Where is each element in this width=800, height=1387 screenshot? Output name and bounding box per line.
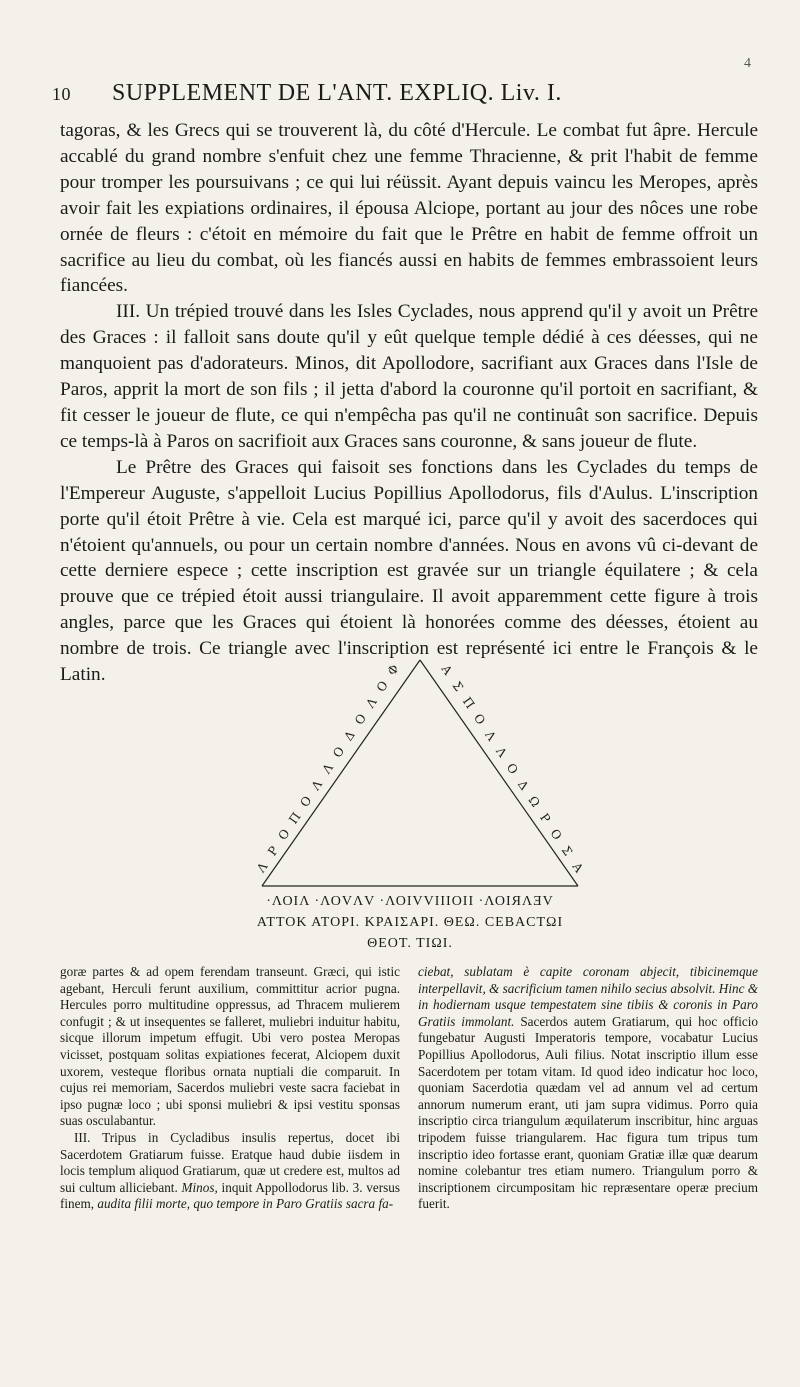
edge-glyph: Λ	[308, 777, 326, 793]
edge-glyph: Ο	[297, 793, 315, 810]
edge-glyph: Π	[286, 809, 304, 827]
edge-glyph: Α	[438, 662, 455, 678]
edge-glyph: Λ	[482, 728, 499, 744]
edge-glyph: Π	[459, 694, 478, 712]
french-paragraph-1: tagoras, & les Grecs qui se trouverent là, du côté d'Hercule. Le combat fut âpre. Hercule accablé du grand nombre s'enfuit chez une femme Thracienne, & prit l'habit de femme pour tromper les poursuivans ; ce qui lui réüssit. Ayant depuis vaincu les Meropes, après avoir fait les expiations ordinaires, il épousa Alciope, portant au jour des nôces une robe ornée de fleurs : c'étoit en mémoire du fait que le Prêtre en habit de femme offroit un sacrifice au lieu du combat, où les fiancés aussi en habits de femmes embrassoient leurs fiancées.	[60, 120, 758, 297]
page-number: 10	[52, 84, 71, 104]
latin-text: inquit Appollodorus lib. 3. versus finem,	[60, 1179, 400, 1212]
edge-glyph: Δ	[341, 728, 358, 744]
edge-glyph: Ρ	[265, 843, 282, 859]
edge-glyph: Λ	[254, 859, 271, 876]
left-edge-glyphs	[253, 662, 401, 876]
latin-right-paragraph	[418, 964, 758, 1213]
edge-glyph: Σ	[558, 843, 576, 859]
latin-italic: Minos,	[181, 1179, 218, 1195]
latin-text: III. Tripus in Cycladibus insulis repertus, docet ibi Sacerdotem Gratiarum fuisse. Eratque haud dubie iisdem in locis templum aliquod Gratiarum, quæ ut credere est, multos ad sui cultum alliciebant.	[60, 1129, 400, 1195]
french-paragraph-2: III. Un trépied trouvé dans les Isles Cyclades, nous apprend qu'il y avoit un Prêtre des Graces : il falloit sans doute qu'il y eût quelque temple dédié à ces déesses, qui ne manquoient pas d'adorateurs. Minos, dit Apollodore, sacrifiant aux Graces dans l'Isle de Paros, apprit la mort de son fils ; il jetta d'abord la couronne qu'il portoit en sacrifiant, & fit cesser le joueur de flute, ce qui n'empêcha pas qu'il ne continuât son sacrifice. Depuis ce temps-là à Paros on sacrifioit aux Graces sans couronne, & sans joueur de flute.	[60, 301, 758, 452]
inscription-line-2: ΑΤΤΟΚ ΑΤΟΡΙ. ΚΡΑΙΣΑΡΙ. ΘΕΩ. CEBACTΩΙ	[256, 915, 564, 930]
triangle-right-edge	[420, 660, 578, 886]
edge-glyph: Λ	[363, 695, 380, 711]
running-title: SUPPLEMENT DE L'ANT. EXPLIQ. Liv. I.	[112, 80, 562, 106]
french-text	[60, 118, 758, 688]
latin-italic: ciebat, sublatam è capite coronam abjecit, tibicinemque interpellavit, & sacrificium tamen nihilo secius absolvit. Hinc & in hodiernam usque tempestatem sine tibiis & coronis in Paro Gratiis immolant.	[418, 964, 758, 1029]
french-paragraph-3: Le Prêtre des Graces qui faisoit ses fonctions dans les Cyclades du temps de l'Empereur Auguste, s'appelloit Lucius Popillius Apollodorus, fils d'Aulus. L'inscription porte qu'il étoit Prêtre à vie. Cela est marqué ici, parce qu'il y avoit des sacerdoces qui n'étoient qu'annuels, ou pour un certain nombre d'années. Nous en avons vû ci-devant de cette derniere espece ; cette inscription est gravée sur un triangle équilatere ; & cela prouve que ce trépied étoit aussi triangulaire. Il avoit apparemment cette figure à trois angles, parce que les Graces qui étoient là honorées comme des déesses, étoient au nombre de trois. Ce triangle avec l'inscription est représenté ici entre le François & le Latin.	[60, 456, 758, 686]
latin-left-paragraph-2	[60, 1130, 400, 1213]
latin-left-paragraph-1: goræ partes & ad opem ferendam transeunt. Græci, qui istic agebant, Herculi ferunt auxilium, committitur acrior pugna. Hercules porro multitudine oppressus, ad Thracem mulierem confugit ; & ut insequentes se falleret, muliebri induitur habitu, sicque illorum impetum effugit. Ubi vero postea Meropas vicisset, postquam solitas expiationes fecerat, Alciopem duxit uxorem, vesteque floribus ornata nuptiali die comparuit. In cujus rei memoriam, Sacerdos muliebri veste sacra faciebat in ipso pugnæ loco ; ubi sponsi muliebri & ipsi vestitu sponsas suas osculabantur.	[60, 964, 400, 1129]
latin-left-column	[60, 964, 400, 1213]
edge-glyph: Δ	[514, 777, 532, 793]
latin-text: Sacerdos autem Gratiarum, qui hoc officio fungebatur Augusti Imperatoris tempore, vocabatur Lucius Popillius Apollodorus, Auli filius. Notat inscriptio illum esse Sacerdotem per totam vitam. Id quod ideo indicatur hoc loco, quoniam Sacerdotia quædam vel ad annum vel ad certum annorum numerum erant, uti jam supra vidimus. Porro quia inscriptio circa triangulum æquilaterum inscribitur, hinc arguas tripodem fuisse triangularem. Hac figura tum tripus tum inscriptio ideo fortasse erant, quoniam Gratiæ illæ quæ dearum nomine colebantur tres etiam numero. Triangulum porro & inscriptionem circumpositam hic repræsentare operæ precium fuerit.	[418, 1013, 758, 1212]
inscription-line-1: ·ΛΟΙΛ ·ΛΟVΛV ·ΛΟΙVVΙΙΙΟΙΙ ·ΛΟΙЯΛƎV	[266, 894, 554, 909]
edge-glyph: Ο	[275, 826, 293, 843]
edge-glyph: Ρ	[537, 810, 554, 826]
edge-glyph: Φ	[384, 661, 402, 678]
edge-glyph: Ο	[330, 744, 348, 761]
triangle-left-edge	[262, 660, 420, 886]
edge-glyph: Α	[569, 859, 586, 876]
edge-glyph: Ο	[503, 760, 521, 777]
corner-mark: 4	[744, 56, 751, 71]
edge-glyph: Ω	[525, 793, 543, 810]
edge-glyph: Λ	[319, 761, 336, 777]
triangle-drawing	[254, 656, 586, 896]
inscription-line-3: ΘΕΟΤ. ΤΙΩΙ.	[367, 936, 453, 951]
edge-glyph: Ο	[373, 678, 391, 695]
edge-glyph: Λ	[493, 744, 510, 760]
right-edge-glyphs	[438, 662, 586, 876]
edge-glyph: Ο	[547, 826, 565, 843]
page-header	[52, 80, 772, 110]
triangle-inscription-figure	[254, 656, 586, 896]
edge-glyph: Σ	[449, 678, 466, 694]
edge-glyph: Ο	[351, 711, 370, 728]
edge-glyph: Ο	[470, 711, 489, 728]
latin-italic: audita filii morte, quo tempore in Paro Gratiis sacra fa-	[97, 1196, 394, 1212]
latin-right-column	[418, 964, 758, 1213]
